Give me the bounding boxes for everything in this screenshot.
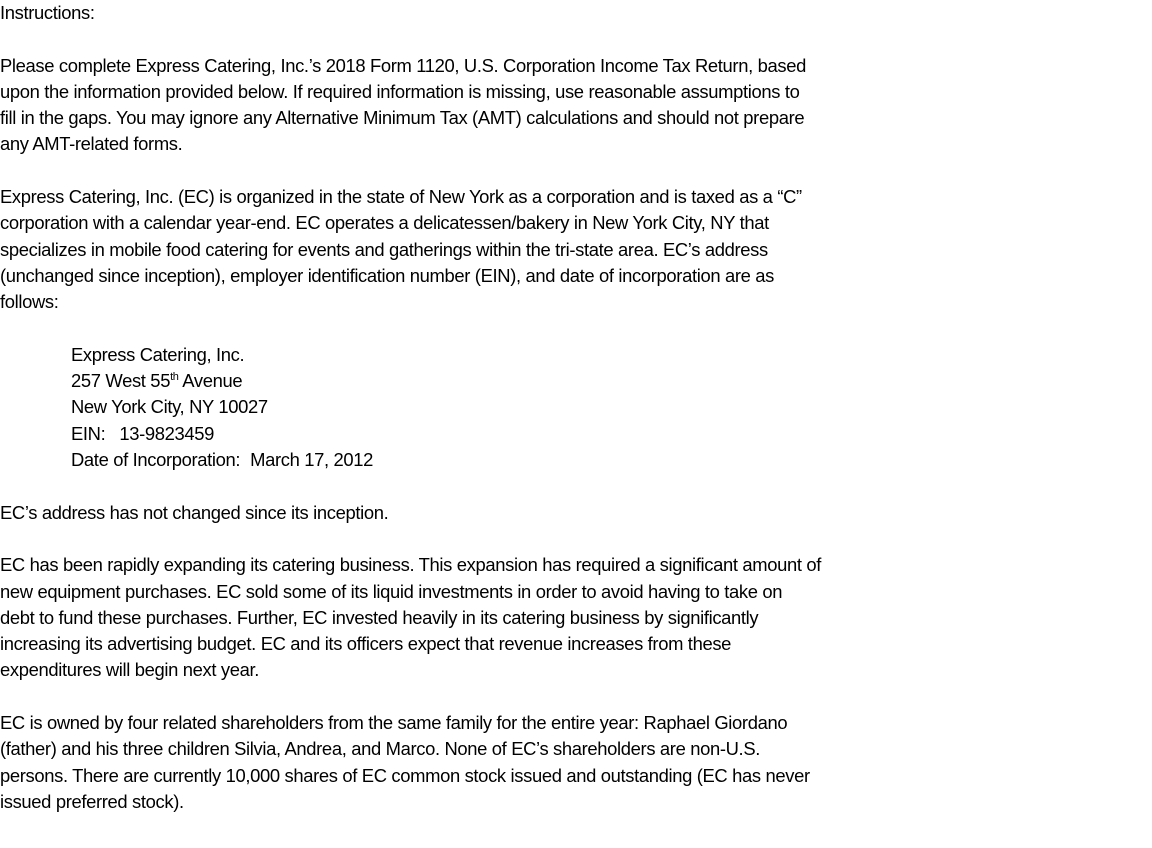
paragraph-shareholders xyxy=(0,710,1152,815)
paragraph-line: EC has been rapidly expanding its catering business. This expansion has required a significant amount of xyxy=(0,554,821,576)
street-address xyxy=(0,368,1152,394)
ein-value: 13-9823459 xyxy=(119,422,215,444)
ein-line xyxy=(0,421,1152,447)
paragraph-line: issued preferred stock). xyxy=(0,790,184,812)
paragraph-line: Express Catering, Inc. (EC) is organized in the state of New York as a corporation and is taxed as a “C” xyxy=(0,186,802,208)
paragraph-line: Please complete Express Catering, Inc.’s 2018 Form 1120, U.S. Corporation Income Tax Return, based xyxy=(0,54,806,76)
street-number: 257 West 55 xyxy=(71,370,171,392)
paragraph-line: specializes in mobile food catering for events and gatherings within the tri-state area. EC’s address xyxy=(0,238,768,260)
street-name: Avenue xyxy=(178,370,243,392)
paragraph-line: debt to fund these purchases. Further, EC invested heavily in its catering business by significantly xyxy=(0,606,759,628)
city-state-zip: New York City, NY 10027 xyxy=(71,396,268,418)
incorporation-date-line xyxy=(0,447,1152,473)
spacer xyxy=(0,684,1152,710)
paragraph-line: expenditures will begin next year. xyxy=(0,659,260,681)
paragraph-line: (unchanged since inception), employer identification number (EIN), and date of incorporation are as xyxy=(0,264,774,286)
paragraph-line: follows: xyxy=(0,291,59,313)
spacer xyxy=(0,473,1152,499)
spacer xyxy=(0,316,1152,342)
paragraph-line: corporation with a calendar year-end. EC operates a delicatessen/bakery in New York City, NY that xyxy=(0,212,769,234)
paragraph-line: persons. There are currently 10,000 shares of EC common stock issued and outstanding (EC has never xyxy=(0,764,810,786)
incorporation-date-value: March 17, 2012 xyxy=(250,449,374,471)
paragraph-form-instructions xyxy=(0,53,1152,158)
paragraph-line: new equipment purchases. EC sold some of its liquid investments in order to avoid having to take on xyxy=(0,580,783,602)
paragraph-line: increasing its advertising budget. EC and its officers expect that revenue increases from these xyxy=(0,633,732,655)
paragraph-line: upon the information provided below. If required information is missing, use reasonable assumptions to xyxy=(0,80,800,102)
instructions-heading: Instructions: xyxy=(0,2,95,23)
ein-label: EIN: xyxy=(71,422,106,444)
spacer xyxy=(0,526,1152,552)
paragraph-line: any AMT-related forms. xyxy=(0,133,183,155)
paragraph-line: fill in the gaps. You may ignore any Alternative Minimum Tax (AMT) calculations and should not prepare xyxy=(0,107,805,129)
company-name: Express Catering, Inc. xyxy=(71,343,245,365)
paragraph-line: EC is owned by four related shareholders from the same family for the entire year: Raphael Giordano xyxy=(0,712,788,734)
ordinal-suffix: th xyxy=(170,371,179,384)
company-address-block xyxy=(0,342,1152,473)
paragraph-line: EC’s address has not changed since its inception. xyxy=(0,501,389,523)
paragraph-company-overview xyxy=(0,184,1152,315)
spacer xyxy=(0,158,1152,184)
incorporation-date-label: Date of Incorporation: xyxy=(71,449,241,471)
paragraph-address-note xyxy=(0,500,1152,526)
paragraph-business-expansion xyxy=(0,552,1152,683)
spacer xyxy=(0,26,1152,52)
paragraph-line: (father) and his three children Silvia, Andrea, and Marco. None of EC’s shareholders are non-U.S. xyxy=(0,738,760,760)
